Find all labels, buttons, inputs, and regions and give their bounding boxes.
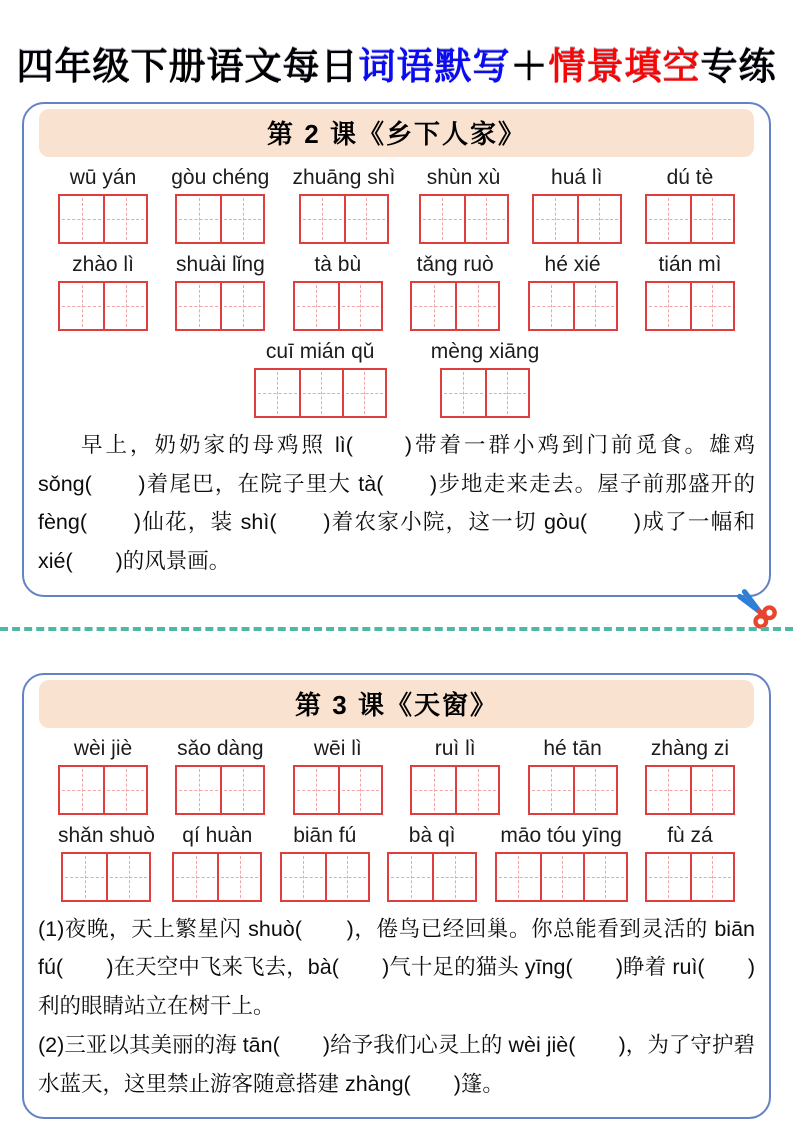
pinyin-word-row (24, 340, 769, 418)
character-cell (421, 196, 464, 242)
pinyin-word-row (24, 824, 769, 902)
pinyin-label: wēi lì (313, 736, 362, 760)
character-cell (177, 196, 220, 242)
word-unit (171, 166, 269, 244)
pinyin-label: tǎng ruò (416, 253, 494, 276)
character-cell (60, 767, 103, 813)
character-cell (485, 370, 528, 416)
pinyin-label: dú tè (666, 166, 714, 189)
character-cell (103, 196, 146, 242)
character-cell (338, 283, 381, 329)
pinyin-label: wū yán (69, 166, 137, 189)
pinyin-label: māo tóu yīng (500, 823, 622, 847)
pinyin-label: shǎn shuò (58, 823, 155, 847)
writing-grid-box (293, 765, 383, 815)
pinyin-label: bà qì (408, 823, 456, 847)
word-unit (254, 340, 387, 418)
word-unit (431, 340, 540, 418)
writing-grid-box (440, 368, 530, 418)
character-cell (282, 854, 325, 900)
pinyin-label: sǎo dàng (177, 736, 264, 760)
character-cell (464, 196, 507, 242)
word-unit (410, 253, 500, 331)
word-unit (528, 253, 618, 331)
writing-grid-box (58, 194, 148, 244)
writing-grid-box (528, 281, 618, 331)
fill-in-passage (24, 902, 769, 1103)
word-unit (58, 253, 148, 331)
character-cell (530, 767, 573, 813)
character-cell (256, 370, 299, 416)
word-unit (410, 737, 500, 815)
character-cell (497, 854, 540, 900)
pinyin-label: tián mì (658, 253, 722, 276)
character-cell (338, 767, 381, 813)
character-cell (295, 283, 338, 329)
writing-grid-box (645, 852, 735, 902)
word-unit (172, 824, 262, 902)
character-cell (412, 283, 455, 329)
character-cell (177, 283, 220, 329)
pinyin-label: hé tān (543, 736, 602, 760)
pinyin-label: wèi jiè (73, 736, 133, 760)
fill-in-passage (24, 418, 769, 581)
pinyin-label: hé xié (544, 253, 601, 276)
character-cell (432, 854, 475, 900)
character-cell (573, 767, 616, 813)
character-cell (106, 854, 149, 900)
pinyin-word-row (24, 737, 769, 815)
pinyin-label: gòu chéng (171, 166, 270, 189)
character-cell (412, 767, 455, 813)
writing-grid-box (280, 852, 370, 902)
character-cell (647, 196, 690, 242)
word-unit (175, 737, 265, 815)
character-cell (60, 196, 103, 242)
page-title (10, 36, 783, 90)
word-unit (293, 737, 383, 815)
passage-paragraph: (1)夜晚，天上繁星闪 shuò( )，倦鸟已经回巢。你总能看到灵活的 biān fú( )在天空中飞来飞去，bà( )气十足的猫头 yīng( )睁着 ruì( )利的眼睛站立在树干上。 (38, 916, 755, 1019)
character-cell (577, 196, 620, 242)
pinyin-label: zhào lì (72, 253, 134, 276)
word-unit (419, 166, 509, 244)
character-cell (325, 854, 368, 900)
writing-grid-box (645, 194, 735, 244)
character-cell (647, 283, 690, 329)
character-cell (220, 283, 263, 329)
word-unit (293, 166, 396, 244)
character-cell (583, 854, 626, 900)
card-lesson-2 (22, 102, 771, 597)
writing-grid-box (175, 194, 265, 244)
character-cell (455, 283, 498, 329)
writing-grid-box (175, 765, 265, 815)
passage-paragraph: 早上，奶奶家的母鸡照 lì( )带着一群小鸡到门前觅食。雄鸡 sǒng( )着尾巴，在院子里大 tà( )步地走来走去。屋子前那盛开的 fèng( )仙花，装 shì( )着农家小院，这一切 gòu( )成了一幅和 xié( )的风景画。 (38, 433, 755, 574)
pinyin-label: qí huàn (182, 823, 253, 847)
writing-grid-box (61, 852, 151, 902)
writing-grid-box (58, 281, 148, 331)
pinyin-label: mèng xiāng (430, 340, 540, 363)
character-cell (295, 767, 338, 813)
character-cell (217, 854, 260, 900)
character-cell (647, 767, 690, 813)
word-unit (645, 737, 735, 815)
pinyin-word-row (24, 253, 769, 331)
character-cell (60, 283, 103, 329)
word-unit (645, 824, 735, 902)
character-cell (534, 196, 577, 242)
character-cell (540, 854, 583, 900)
character-cell (342, 370, 385, 416)
character-cell (455, 767, 498, 813)
pinyin-label: shùn xù (426, 166, 501, 189)
character-cell (573, 283, 616, 329)
passage-paragraph: (2)三亚以其美丽的海 tān( )给予我们心灵上的 wèi jiè( )，为了守护碧水蓝天，这里禁止游客随意搭建 zhàng( )篷。 (38, 1032, 755, 1096)
character-cell (389, 854, 432, 900)
character-cell (174, 854, 217, 900)
pinyin-label: zhàng zi (650, 736, 730, 760)
writing-grid-box (645, 281, 735, 331)
character-cell (647, 854, 690, 900)
writing-grid-box (387, 852, 477, 902)
writing-grid-box (293, 281, 383, 331)
word-unit (528, 737, 618, 815)
character-cell (530, 283, 573, 329)
character-cell (690, 767, 733, 813)
word-unit (58, 824, 155, 902)
writing-grid-box (528, 765, 618, 815)
word-unit (645, 253, 735, 331)
title-segment: 专练 (700, 46, 777, 87)
word-unit (495, 824, 628, 902)
dashed-cut-line (0, 627, 793, 631)
writing-grid-box (58, 765, 148, 815)
character-cell (103, 283, 146, 329)
word-unit (532, 166, 622, 244)
character-cell (690, 854, 733, 900)
character-cell (63, 854, 106, 900)
word-unit (280, 824, 370, 902)
character-cell (442, 370, 485, 416)
writing-grid-box (495, 852, 628, 902)
title-segment: 情景填空 (548, 46, 701, 87)
word-unit (387, 824, 477, 902)
pinyin-label: fù zá (667, 823, 713, 847)
word-unit (175, 253, 265, 331)
character-cell (690, 283, 733, 329)
character-cell (301, 196, 344, 242)
pinyin-label: biān fú (293, 823, 357, 847)
writing-grid-box (410, 281, 500, 331)
word-unit (58, 737, 148, 815)
character-cell (220, 767, 263, 813)
cut-divider (0, 627, 793, 631)
pinyin-label: ruì lì (434, 736, 476, 760)
pinyin-label: shuài lǐng (176, 253, 265, 276)
character-cell (690, 196, 733, 242)
pinyin-label: cuī mián qǔ (265, 340, 375, 363)
word-unit (58, 166, 148, 244)
writing-grid-box (419, 194, 509, 244)
lesson-header: 第 2 课《乡下人家》 (39, 109, 754, 157)
character-cell (177, 767, 220, 813)
pinyin-label: zhuāng shì (292, 166, 396, 189)
pinyin-label: huá lì (551, 166, 603, 189)
character-cell (103, 767, 146, 813)
writing-grid-box (645, 765, 735, 815)
writing-grid-box (254, 368, 387, 418)
lesson-header: 第 3 课《天窗》 (39, 680, 754, 728)
character-cell (220, 196, 263, 242)
card-lesson-3 (22, 673, 771, 1119)
character-cell (299, 370, 342, 416)
writing-grid-box (172, 852, 262, 902)
title-segment: 词语默写 (358, 46, 511, 87)
word-unit (645, 166, 735, 244)
writing-grid-box (532, 194, 622, 244)
title-segment: 四年级下册语文每日 (16, 46, 359, 87)
character-cell (344, 196, 387, 242)
word-unit (293, 253, 383, 331)
title-segment: ＋ (510, 46, 549, 87)
scissors-icon (733, 585, 779, 631)
pinyin-word-row (24, 166, 769, 244)
writing-grid-box (175, 281, 265, 331)
writing-grid-box (299, 194, 389, 244)
pinyin-label: tà bù (314, 253, 362, 276)
writing-grid-box (410, 765, 500, 815)
